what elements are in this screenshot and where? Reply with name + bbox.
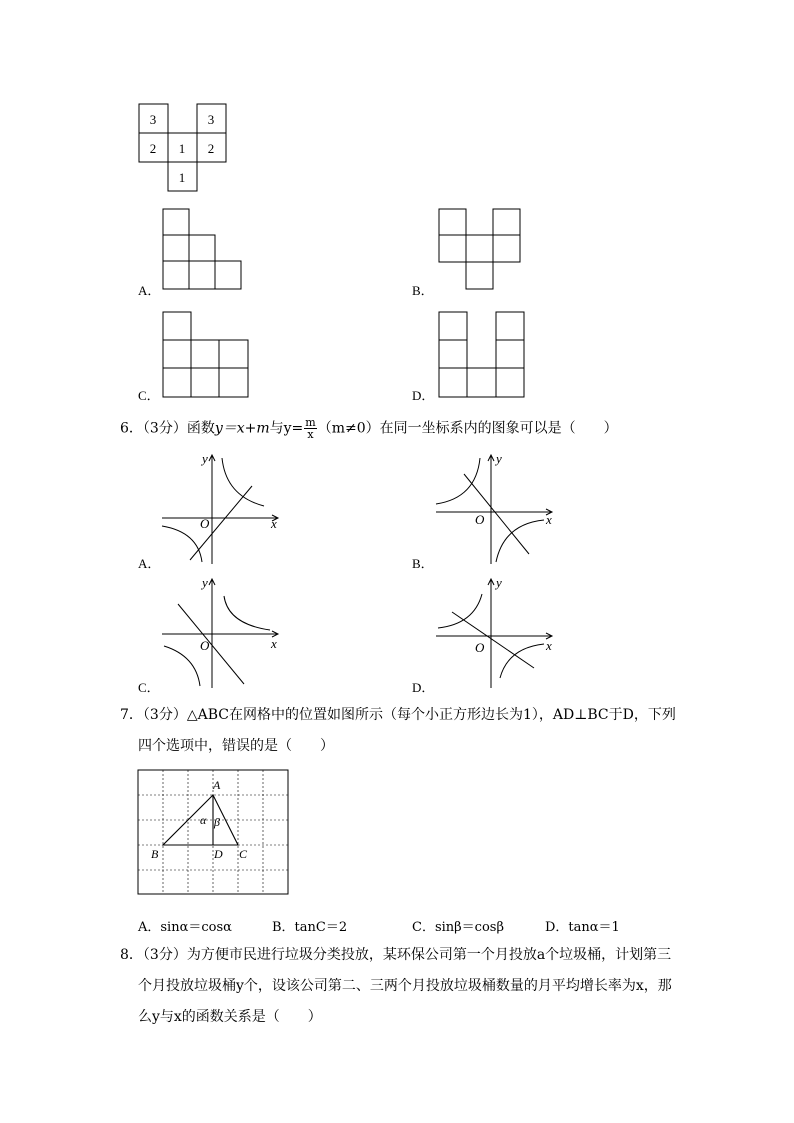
q7-option-a[interactable]: A．sinα＝cosα — [138, 920, 232, 935]
svg-text:O: O — [475, 640, 485, 655]
svg-text:y: y — [496, 576, 502, 590]
net-cell: 3 — [207, 112, 215, 127]
svg-text:D: D — [214, 847, 223, 861]
q5-option-c-label[interactable]: C． — [138, 388, 160, 403]
q7-option-b[interactable]: B．tanC＝2 — [272, 920, 348, 935]
svg-text:O: O — [200, 516, 210, 531]
question-8-line-1: 8．（3分）为方便市民进行垃圾分类投放，某环保公司第一个月投放a个垃圾桶，计划第三 — [120, 947, 672, 963]
q5-option-b-label[interactable]: B． — [412, 283, 434, 298]
q6-option-c-graph[interactable] — [160, 576, 285, 691]
svg-text:x: x — [546, 638, 552, 653]
q6-option-b-graph[interactable] — [434, 452, 559, 567]
net-cell: 2 — [207, 141, 215, 156]
q5-option-b-figure[interactable] — [436, 207, 522, 293]
svg-text:β: β — [214, 815, 220, 829]
q5-option-a-figure[interactable] — [160, 207, 244, 293]
q5-option-d-figure[interactable] — [436, 310, 528, 400]
svg-text:α: α — [200, 813, 207, 827]
q5-option-a-label[interactable]: A． — [138, 283, 161, 298]
q6-option-a-graph[interactable] — [160, 452, 285, 567]
svg-text:y: y — [202, 576, 208, 590]
q7-option-d[interactable]: D．tanα＝1 — [545, 920, 620, 935]
svg-text:x: x — [271, 516, 277, 531]
svg-text:A: A — [213, 778, 221, 792]
svg-text:x: x — [546, 512, 552, 527]
svg-text:x: x — [271, 636, 277, 651]
q6-option-d-graph[interactable] — [434, 576, 559, 691]
fraction-m-over-x: $\frac{m}{x}$ — [305, 416, 316, 441]
q5-option-d-label[interactable]: D． — [412, 388, 435, 403]
svg-text:y: y — [202, 452, 208, 466]
q7-grid-triangle-figure — [136, 768, 291, 898]
net-cell: 3 — [149, 112, 157, 127]
net-cell: 1 — [178, 141, 186, 156]
q6-option-b-label[interactable]: B． — [412, 556, 434, 571]
q5-option-c-figure[interactable] — [160, 310, 252, 400]
net-cell: 2 — [149, 141, 157, 156]
svg-text:B: B — [151, 847, 159, 861]
cube-net-figure — [136, 103, 228, 195]
q6-option-a-label[interactable]: A． — [138, 556, 161, 571]
question-6-stem: 6．（3分）函数y＝x+m与y= $\frac{m}{x}$ （m≠0）在同一坐标系内的图象可以是（ ） — [120, 416, 618, 441]
question-7-line-2: 四个选项中，错误的是（ ） — [138, 738, 334, 754]
question-8-line-3: 么y与x的函数关系是（ ） — [138, 1009, 322, 1025]
question-8-line-2: 个月投放垃圾桶y个，设该公司第二、三两个月投放垃圾桶数量的月平均增长率为x，那 — [138, 978, 672, 994]
svg-text:O: O — [200, 638, 210, 653]
q6-option-d-label[interactable]: D． — [412, 680, 435, 695]
net-cell: 1 — [178, 170, 186, 185]
q6-option-c-label[interactable]: C． — [138, 680, 160, 695]
svg-text:C: C — [239, 847, 248, 861]
q7-option-c[interactable]: C．sinβ＝cosβ — [412, 920, 504, 935]
svg-text:y: y — [496, 452, 502, 466]
question-7-line-1: 7．（3分）△ABC在网格中的位置如图所示（每个小正方形边长为1），AD⊥BC于D，下列 — [120, 707, 676, 723]
svg-text:O: O — [475, 512, 485, 527]
